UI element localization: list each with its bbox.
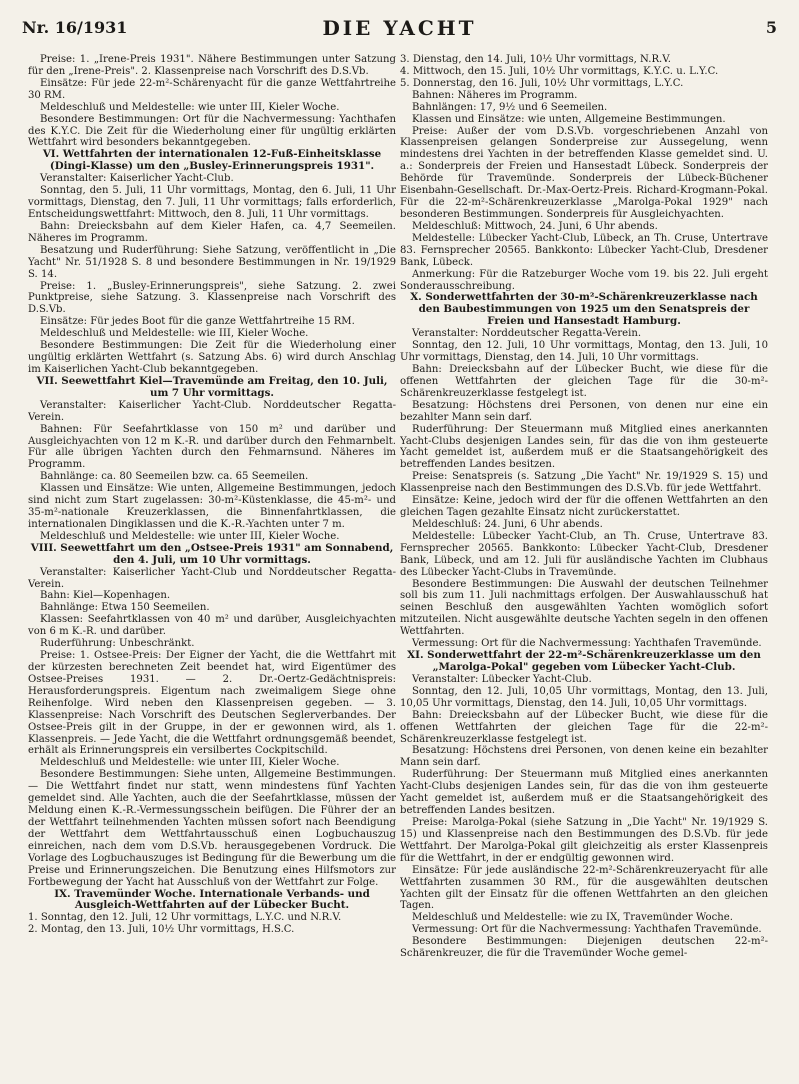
paragraph: Vermessung: Ort für die Nachvermessung: Yachthafen Travemünde. <box>412 924 762 936</box>
paragraph: Klassen und Einsätze: Wie unten, Allgemeine Bestimmungen, jedoch sind nicht zum Start zugelassen: 30-m²-Küstenklasse, die 45-m²- und 35-m²-nationale Kreuzerklassen, die Binnenfahrtklassen, die internationalen Dingiklassen und die K.-R.-Yachten unter 7 m. <box>28 483 396 530</box>
paragraph: Besondere Bestimmungen: Die Auswahl der deutschen Teilnehmer soll bis zum 11. Juli nachmittags erfolgen. Der Auswahlausschuß hat seinen Beschluß den ausgewählten Yachten womöglich sofort mitzuteilen. Nicht ausgewählte deutsche Yachten segeln in den offenen Wettfahrten. <box>400 578 768 638</box>
paragraph: Preise: Senatspreis (s. Satzung „Die Yacht" Nr. 19/1929 S. 15) und Klassenpreise nach den Bestimmungen des D.S.Vb. für jede Wettfahrt. <box>400 471 768 495</box>
issue-number: Nr. 16/1931 <box>22 18 128 37</box>
paragraph: Sonntag, den 5. Juli, 11 Uhr vormittags, Montag, den 6. Juli, 11 Uhr vormittags, Dienstag, den 7. Juli, 11 Uhr vormittags; falls erforderlich, Entscheidungswettfahrt: Mittwoch, den 8. Juli, 11 Uhr vormittags. <box>28 185 396 220</box>
section-heading: XI. Sonderwettfahrt der 22-m²-Schärenkreuzerklasse um den „Marolga-Pokal" gegeben vom Lübecker Yacht-Club. <box>407 649 761 674</box>
paragraph: Meldestelle: Lübecker Yacht-Club, Lübeck, an Th. Cruse, Untertrave 83. Fernsprecher 20565. Bankkonto: Lübecker Yacht-Club, Dresdener Bank, Lübeck. <box>400 232 768 268</box>
paragraph: Besatzung: Höchstens drei Personen, von denen keine ein bezahlter Mann sein darf. <box>400 745 768 769</box>
paragraph: Ruderführung: Der Steuermann muß Mitglied eines anerkannten Yacht-Clubs desjenigen Landes sein, für das die von ihm gesteuerte Yacht gemeldet ist, außerdem muß er die Staatsangehörigkeit des betreffenden Landes besitzen. <box>400 423 768 471</box>
paragraph: Einsätze: Für jede 22-m²-Schärenyacht für die ganze Wettfahrtreihe 30 RM. <box>28 77 396 101</box>
paragraph: Veranstalter: Kaiserlicher Yacht-Club und Norddeutscher Regatta-Verein. <box>28 566 396 590</box>
journal-title: DIE YACHT <box>322 16 477 40</box>
paragraph: Sonntag, den 12. Juli, 10 Uhr vormittags, Montag, den 13. Juli, 10 Uhr vormittags, Dienstag, den 14. Juli, 10 Uhr vormittags. <box>400 340 768 364</box>
paragraph: Meldeschluß und Meldestelle: wie zu IX, Travemünder Woche. <box>412 912 733 924</box>
paragraph: Bahn: Dreiecksbahn auf der Lübecker Bucht, wie diese für die offenen Wettfahrten der gleichen Tage für die 22-m²-Schärenkreuzerklasse festgelegt ist. <box>400 709 768 745</box>
paragraph: Klassen: Seefahrtklassen von 40 m² und darüber, Ausgleichyachten von 6 m K.-R. und darüber. <box>28 614 396 638</box>
paragraph: Preise: Marolga-Pokal (siehe Satzung in „Die Yacht" Nr. 19/1929 S. 15) und Klassenpreise nach den Bestimmungen des D.S.Vb. für jede Wettfahrt. Der Marolga-Pokal gilt gleichzeitig als erster Klassenpreis für die Wettfahrt, in der er endgültig gewonnen wird. <box>400 817 768 864</box>
paragraph: Bahn: Dreiecksbahn auf der Lübecker Bucht, wie diese für die offenen Wettfahrten der gleichen Tage für die 30-m²-Schärenkreuzerklasse festgelegt ist. <box>400 363 768 399</box>
schedule-line: 3. Dienstag, den 14. Juli, 10½ Uhr vormittags, N.R.V. <box>400 54 671 65</box>
paragraph: Besondere Bestimmungen: Die Zeit für die Wiederholung einer ungültig erklärten Wettfahrt (s. Satzung Abs. 6) wird durch Anschlag im Kaiserlichen Yacht-Club bekanntgegeben. <box>28 340 396 375</box>
paragraph: Ruderführung: Der Steuermann muß Mitglied eines anerkannten Yacht-Clubs desjenigen Landes sein, für das die von ihm gesteuerte Yacht gemeldet ist, außerdem muß er die Staatsangehörigkeit des betreffenden Landes besitzen. <box>400 769 768 817</box>
paragraph: Besondere Bestimmungen: Ort für die Nachvermessung: Yachthafen des K.Y.C. Die Zeit für die Wiederholung einer für ungültig erklärten Wettfahrt wird besonders bekanntgegeben. <box>28 113 396 149</box>
paragraph: Einsätze: Für jedes Boot für die ganze Wettfahrtreihe 15 RM. <box>40 316 355 328</box>
section-heading: VI. Wettfahrten der internationalen 12-Fuß-Einheitsklasse (Dingi-Klasse) um den „Busley-Erinnerungspreis 1931". <box>42 148 382 173</box>
right-column <box>400 54 768 1080</box>
paragraph: Preise: 1. „Irene-Preis 1931". Nähere Bestimmungen unter Satzung für den „Irene-Preis". 2. Klassenpreise nach Vorschrift des D.S.Vb. <box>28 54 396 77</box>
paragraph: Meldeschluß und Meldestelle: wie unter III, Kieler Woche. <box>40 757 340 769</box>
paragraph: Besondere Bestimmungen: Siehe unten, Allgemeine Bestimmungen. — Die Wettfahrt findet nur statt, wenn mindestens fünf Yachten gemeldet sind. Alle Yachten, auch die der Seefahrtklasse, müssen der Meldung einen K.-R.-Vermessungsschein beifügen. Die Führer der an der Wettfahrt teilnehmenden Yachten müssen sofort nach Beendigung der Wettfahrt dem Wettfahrtausschuß einen Logbuchauszug einreichen, nach dem vom D.S.Vb. herausgegebenen Vordruck. Die Vorlage des Logbuchauszuges ist Bedingung für die Bewerbung um die Preise und Erinnerungszeichen. Die Benutzung eines Hilfsmotors zur Fortbewegung der Yacht hat Ausschluß von der Wettfahrt zur Folge. <box>28 769 396 888</box>
paragraph: Bahnlänge: Etwa 150 Seemeilen. <box>40 602 210 614</box>
section-heading: X. Sonderwettfahrten der 30-m²-Schärenkreuzerklasse nach den Baubestimmungen von 1925 um den Senatspreis der Freien und Hansestadt Hamburg. <box>410 291 758 328</box>
paragraph: Veranstalter: Kaiserlicher Yacht-Club. Norddeutscher Regatta-Verein. <box>28 399 396 423</box>
paragraph: Bahnen: Näheres im Programm. <box>412 89 578 101</box>
schedule-line: 5. Donnerstag, den 16. Juli, 10½ Uhr vormittags, L.Y.C. <box>400 77 684 89</box>
schedule-line: 2. Montag, den 13. Juli, 10½ Uhr vormittags, H.S.C. <box>28 924 295 936</box>
paragraph: Preise: 1. „Busley-Erinnerungspreis", siehe Satzung. 2. zwei Punktpreise, siehe Satzung. 3. Klassenpreise nach Vorschrift des D.S.Vb. <box>28 280 396 316</box>
paragraph: Meldeschluß und Meldestelle: wie unter III, Kieler Woche. <box>40 101 340 113</box>
paragraph: Bahn: Dreiecksbahn auf dem Kieler Hafen, ca. 4,7 Seemeilen. Näheres im Programm. <box>28 220 396 244</box>
paragraph: Klassen und Einsätze: wie unten, Allgemeine Bestimmungen. <box>412 113 726 125</box>
paragraph: Bahnen: Für Seefahrtklasse von 150 m² und darüber und Ausgleichyachten von 12 m K.-R. und darüber durch den Fehmarnbelt. Für alle übrigen Yachten durch den Fehmarnsund. Näheres im Programm. <box>28 423 396 471</box>
page-number: 5 <box>765 18 777 37</box>
paragraph: Preise: 1. Ostsee-Preis: Der Eigner der Yacht, die die Wettfahrt mit der kürzesten berechneten Zeit beendet hat, wird Eigentümer des Ostsee-Preises 1931. — 2. Dr.-Oertz-Gedächtnispreis: Herausforderungspreis. Eigentum nach zweimaligem Siege ohne Reihenfolge. Wird neben den Klassenpreisen gegeben. — 3. Klassenpreise: Nach Vorschrift des Deutschen Seglerverbandes. Der Ostsee-Preis gilt in der Gruppe, in der er gewonnen wird, als 1. Klassenpreis. — Jede Yacht, die die Wettfahrt ordnungsgemäß beendet, erhält als Erinnerungspreis ein versilbertes Cockpitschild. <box>28 650 396 757</box>
paragraph: Bahnlänge: ca. 80 Seemeilen bzw. ca. 65 Seemeilen. <box>40 471 309 483</box>
paragraph: Anmerkung: Für die Ratzeburger Woche vom 19. bis 22. Juli ergeht Sonderausschreibung. <box>400 268 768 292</box>
paragraph: Veranstalter: Norddeutscher Regatta-Verein. <box>412 328 642 340</box>
paragraph: Einsätze: Für jede ausländische 22-m²-Schärenkreuzeryacht für alle Wettfahrten zusammen 30 RM., für die ausgewählten deutschen Yachten gilt der Einsatz für die offenen Wettfahrten an den gleichen Tagen. <box>400 864 768 912</box>
paragraph: Meldeschluß und Meldestelle: wie unter III, Kieler Woche. <box>40 530 340 542</box>
paragraph: Preise: Außer der vom D.S.Vb. vorgeschriebenen Anzahl von Klassenpreisen gelangen Sonderpreise zur Aussegelung, wenn mindestens drei Yachten in der betreffenden Klasse gemeldet sind. U. a.: Sonderpreis der Freien und Hansestadt Lübeck. Sonderpreis der Behörde für Travemünde. Sonderpreis der Lübeck-Büchener Eisenbahn-Gesellschaft. Dr.-Max-Oertz-Preis. Richard-Krogmann-Pokal. Für die 22-m²-Schärenkreuzerklasse „Marolga-Pokal 1929" nach besonderen Bestimmungen. Sonderpreis für Ausgleichyachten. <box>400 125 768 220</box>
paragraph: Einsätze: Keine, jedoch wird der für die offenen Wettfahrten an den gleichen Tagen gezahlte Einsatz nicht zurückerstattet. <box>400 495 768 519</box>
schedule-line: 4. Mittwoch, den 15. Juli, 10½ Uhr vormittags, K.Y.C. u. L.Y.C. <box>400 65 719 77</box>
section-heading: VIII. Seewettfahrt um den „Ostsee-Preis 1931" am Sonnabend, den 4. Juli, um 10 Uhr vormittags. <box>30 541 394 566</box>
schedule-line: 1. Sonntag, den 12. Juli, 12 Uhr vormittags, L.Y.C. und N.R.V. <box>28 912 342 924</box>
paragraph: Besatzung und Ruderführung: Siehe Satzung, veröffentlicht in „Die Yacht" Nr. 51/1928 S. 8 und besondere Bestimmungen in Nr. 19/1929 S. 14. <box>28 244 396 280</box>
paragraph: Besatzung: Höchstens drei Personen, von denen nur eine ein bezahlter Mann sein darf. <box>400 399 768 423</box>
paragraph: Veranstalter: Lübecker Yacht-Club. <box>412 673 592 685</box>
paragraph: Meldeschluß und Meldestelle: wie III, Kieler Woche. <box>40 328 309 340</box>
paragraph: Besondere Bestimmungen: Diejenigen deutschen 22-m²-Schärenkreuzer, die für die Travemünder Woche gemel- <box>400 936 768 960</box>
paragraph: Vermessung: Ort für die Nachvermessung: Yachthafen Travemünde. <box>412 638 762 650</box>
left-column <box>28 54 396 1080</box>
section-heading: IX. Travemünder Woche. Internationale Verbands- und Ausgleich-Wettfahrten auf der Lübecker Bucht. <box>54 887 370 912</box>
paragraph: Meldeschluß: 24. Juni, 6 Uhr abends. <box>412 518 603 530</box>
paragraph: Bahnlängen: 17, 9½ und 6 Seemeilen. <box>412 101 608 113</box>
paragraph: Meldestelle: Lübecker Yacht-Club, an Th. Cruse, Untertrave 83. Fernsprecher 20565. Bankkonto: Lübecker Yacht-Club, Dresdener Bank, Lübeck, und am 12. Juli für ausländische Yachten im Clubhaus des Lübecker Yacht-Clubs in Travemünde. <box>400 530 768 578</box>
paragraph: Meldeschluß: Mittwoch, 24. Juni, 6 Uhr abends. <box>412 220 658 232</box>
page-header <box>22 10 777 44</box>
section-heading: VII. Seewettfahrt Kiel—Travemünde am Freitag, den 10. Juli, um 7 Uhr vormittags. <box>36 374 388 399</box>
paragraph: Sonntag, den 12. Juli, 10,05 Uhr vormittags, Montag, den 13. Juli, 10,05 Uhr vormittags, Dienstag, den 14. Juli, 10,05 Uhr vormittags. <box>400 685 768 709</box>
paragraph: Bahn: Kiel—Kopenhagen. <box>40 590 171 602</box>
paragraph: Ruderführung: Unbeschränkt. <box>40 638 195 650</box>
paragraph: Veranstalter: Kaiserlicher Yacht-Club. <box>40 173 234 185</box>
